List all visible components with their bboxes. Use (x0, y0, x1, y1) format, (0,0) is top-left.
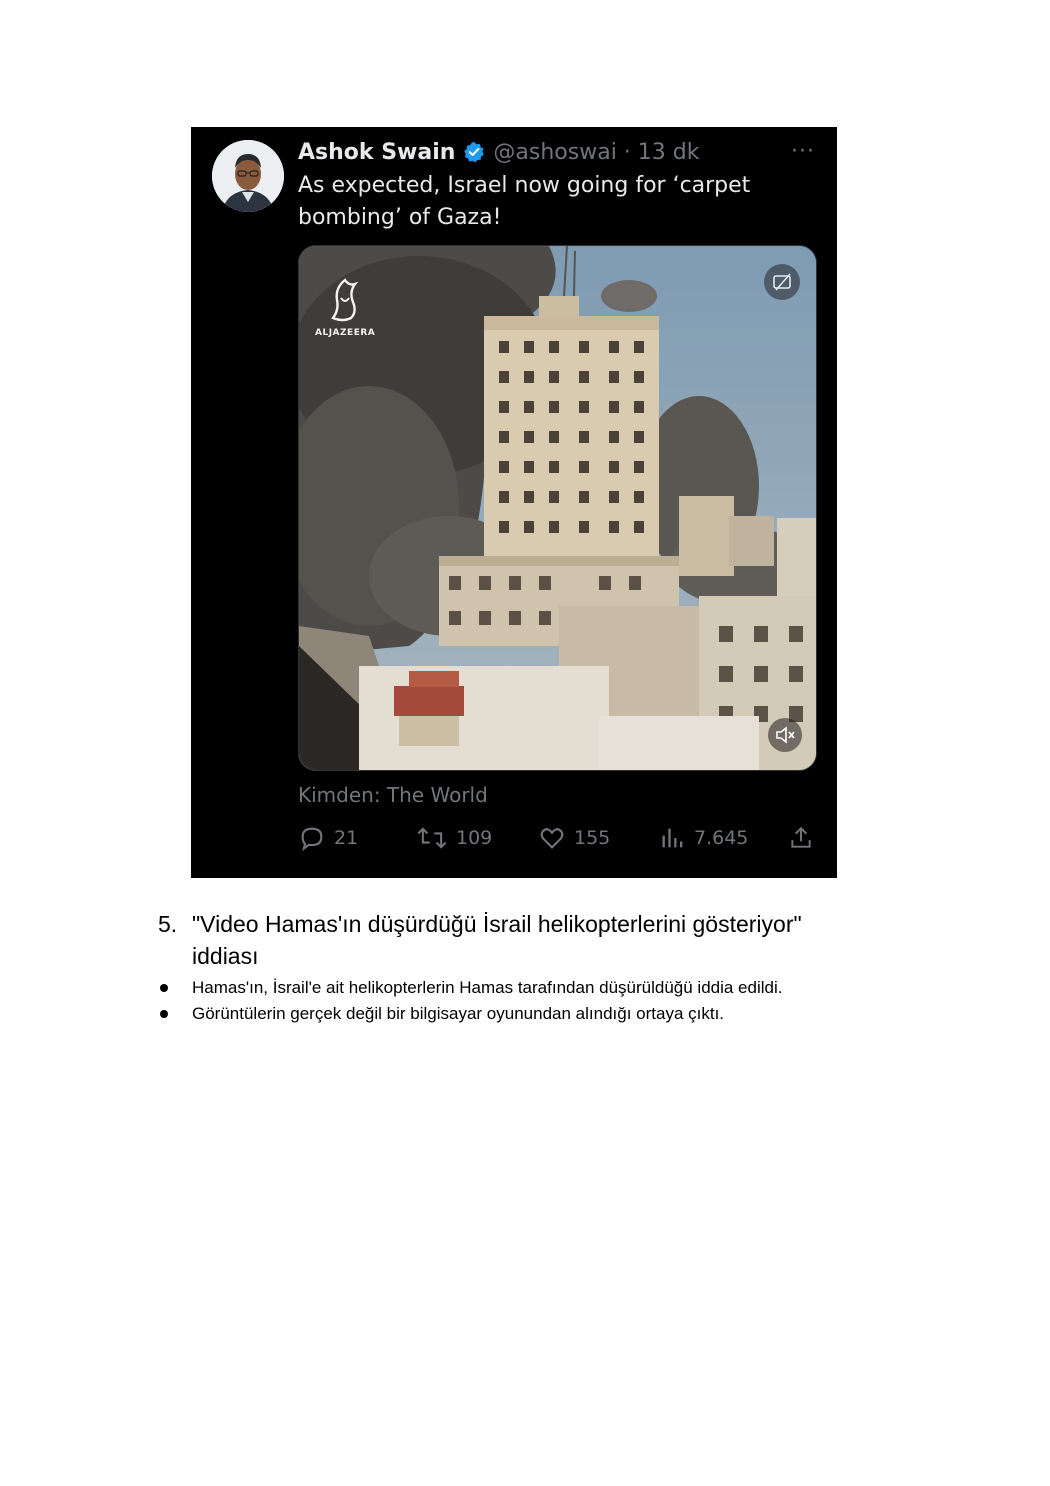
tweet-actions (298, 824, 818, 854)
section-title: "Video Hamas'ın düşürdüğü İsrail helikopterlerini gösteriyor" iddiası (192, 911, 802, 969)
bullet-text: Hamas'ın, İsrail'e ait helikopterlerin Hamas tarafından düşürüldüğü iddia edildi. (192, 978, 783, 997)
heart-icon (538, 824, 566, 852)
views-button[interactable] (660, 824, 748, 852)
mute-icon[interactable] (768, 718, 802, 752)
author-name[interactable]: Ashok Swain (298, 139, 456, 165)
share-button[interactable] (788, 824, 822, 852)
more-options-icon[interactable]: ··· (791, 139, 815, 164)
retweet-count: 109 (456, 827, 493, 849)
verified-badge-icon (463, 141, 485, 163)
bullet-dot-icon (160, 1010, 168, 1018)
views-chart-icon (660, 824, 686, 852)
tweet-source[interactable]: Kimden: The World (298, 783, 488, 807)
bullet-text: Görüntülerin gerçek değil bir bilgisayar oyunundan alındığı ortaya çıktı. (192, 1004, 725, 1023)
watermark-text: ALJAZEERA (315, 328, 376, 338)
bullet-dot-icon (160, 984, 168, 992)
section-number: 5. (158, 911, 178, 937)
bullet-list (158, 975, 918, 1027)
reply-count: 21 (334, 827, 359, 849)
reply-icon (298, 824, 326, 852)
tweet-author (298, 137, 699, 167)
reply-button[interactable] (298, 824, 358, 852)
views-count: 7.645 (694, 827, 749, 849)
retweet-icon (416, 824, 448, 852)
like-count: 155 (574, 827, 611, 849)
aljazeera-logo-icon (327, 278, 363, 324)
tweet-screenshot (191, 127, 837, 878)
captions-icon[interactable] (764, 264, 800, 300)
avatar[interactable] (212, 140, 284, 212)
aljazeera-watermark (315, 278, 375, 338)
list-item (158, 1001, 918, 1027)
tweet-text: As expected, Israel now going for ‘carpet bombing’ of Gaza! (298, 173, 751, 230)
retweet-button[interactable] (416, 824, 492, 852)
list-item (158, 975, 918, 1001)
handle-and-time[interactable]: @ashoswai · 13 dk (493, 139, 700, 165)
share-icon (788, 824, 814, 852)
like-button[interactable] (538, 824, 610, 852)
tweet-video[interactable] (298, 245, 817, 771)
